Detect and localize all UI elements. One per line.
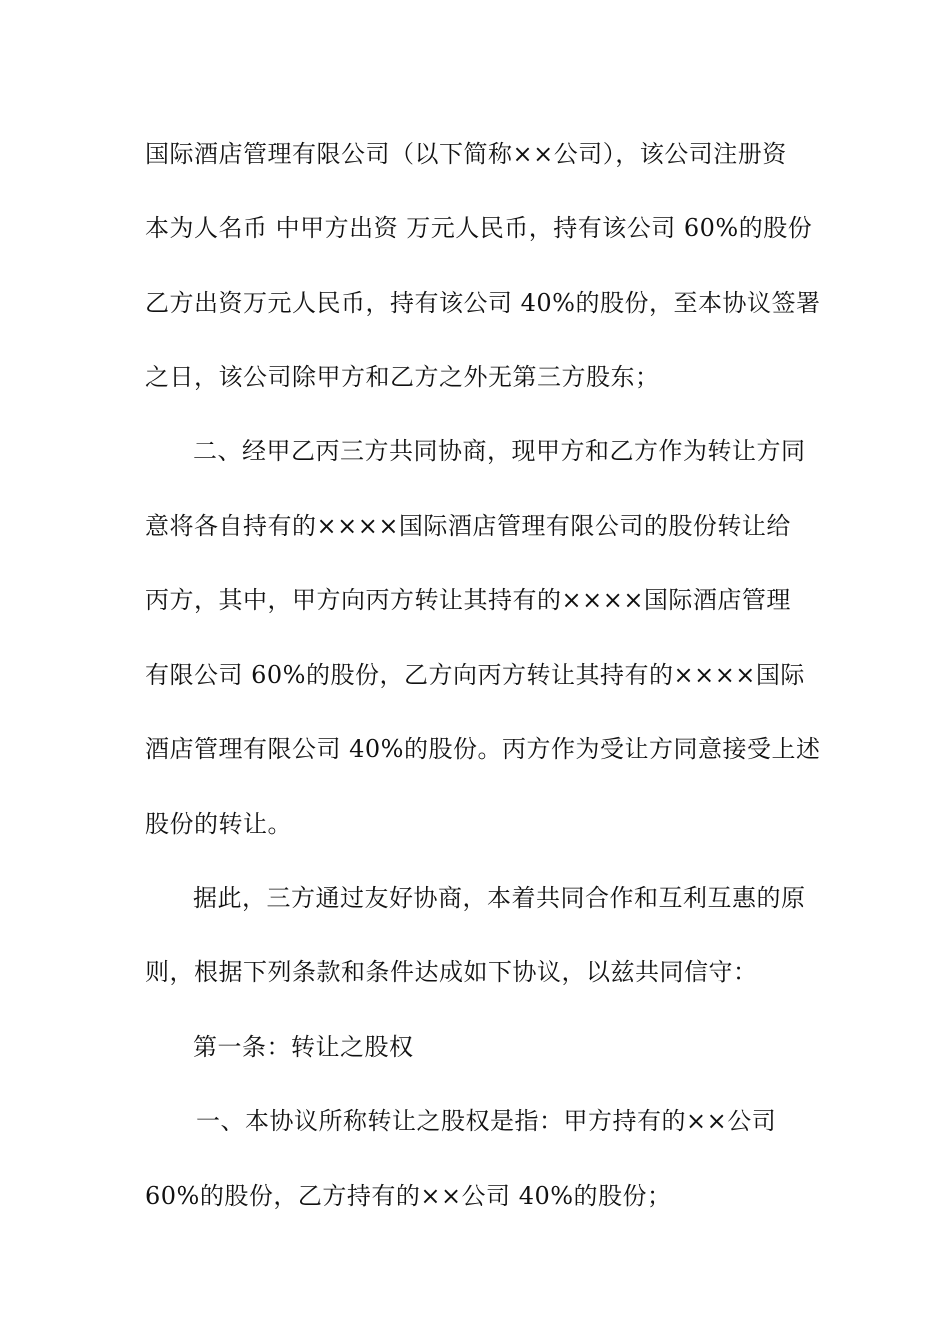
text-line-6: 意将各自持有的××××国际酒店管理有限公司的股份转让给 <box>145 512 791 540</box>
text-line-5: 二、经甲乙丙三方共同协商，现甲方和乙方作为转让方同 <box>193 437 806 465</box>
text-line-15: 60%的股份，乙方持有的××公司 40%的股份； <box>145 1182 672 1210</box>
text-line-2: 本为人名币 中甲方出资 万元人民币，持有该公司 60%的股份 <box>145 214 813 242</box>
text-line-11: 据此，三方通过友好协商，本着共同合作和互利互惠的原 <box>193 884 806 912</box>
text-line-13: 第一条：转让之股权 <box>193 1033 414 1061</box>
text-line-8: 有限公司 60%的股份，乙方向丙方转让其持有的××××国际 <box>145 661 805 689</box>
text-line-7: 丙方，其中，甲方向丙方转让其持有的××××国际酒店管理 <box>145 586 791 614</box>
text-line-1: 国际酒店管理有限公司（以下简称××公司），该公司注册资 <box>145 140 787 168</box>
text-line-3: 乙方出资万元人民币，持有该公司 40%的股份，至本协议签署 <box>145 289 821 317</box>
text-line-14: 一、本协议所称转让之股权是指：甲方持有的××公司 <box>196 1107 777 1135</box>
text-line-4: 之日，该公司除甲方和乙方之外无第三方股东； <box>145 363 660 391</box>
text-line-12: 则，根据下列条款和条件达成如下协议，以兹共同信守： <box>145 958 758 986</box>
text-line-10: 股份的转让。 <box>145 810 292 838</box>
text-line-9: 酒店管理有限公司 40%的股份。丙方作为受让方同意接受上述 <box>145 735 821 763</box>
